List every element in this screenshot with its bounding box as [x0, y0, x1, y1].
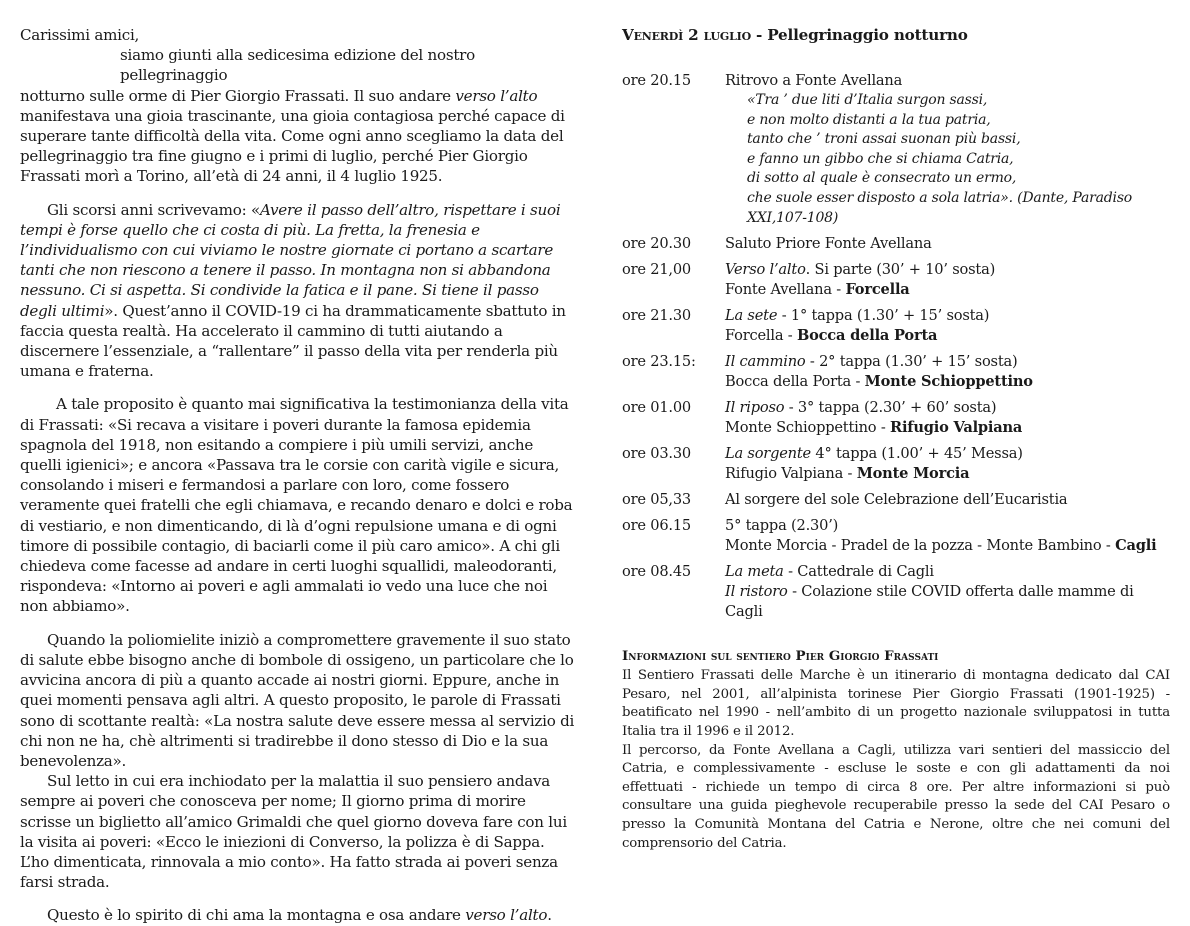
italic-text: La sete [725, 307, 778, 325]
schedule-row [622, 516, 1170, 556]
info-paragraph-1: Il Sentiero Frassati delle Marche è un itinerario di montagna dedicato dal CAI Pesaro, nel 2001, all’alpinista torinese Pier Giorgio Frassati (1901-1925) - beatificato nel 1990 - nell’ambito di un progetto nazionale sviluppatosi in tutta Italia tra il 1996 e il 2012. [622, 668, 1170, 739]
schedule-row [622, 306, 1170, 346]
text-run: Saluto Priore Fonte Avellana [725, 235, 932, 253]
schedule-time: ore 20.30 [622, 235, 692, 253]
text-run: Monte Morcia - Pradel de la pozza - Monte Bambino - [725, 537, 1116, 555]
schedule-time: ore 21.30 [622, 307, 692, 325]
schedule-title [622, 25, 1170, 45]
letter-closing [20, 905, 575, 925]
bold-text: Forcella [845, 281, 910, 299]
quote-line: e non molto distanti a la tua patria, [747, 111, 991, 128]
schedule-time: ore 23.15: [622, 353, 696, 371]
schedule-row [622, 490, 1170, 510]
text-run: . [547, 906, 552, 925]
schedule-description [725, 562, 1170, 622]
schedule-line [725, 352, 1170, 372]
text-run: Questo è lo spirito di chi ama la montagna e osa andare [47, 906, 466, 925]
schedule-description [725, 306, 1170, 346]
schedule-time: ore 01.00 [622, 399, 692, 417]
program-column [622, 25, 1170, 853]
text-run: Quando la poliomielite iniziò a compromettere gravemente il suo stato di salute ebbe bisogno anche di bombole di ossigeno, un particolare che lo avvicina ancora di più a quanto accade ai nostri giorni. Eppure, anche in quei momenti pensava agli altri. A questo proposito, le parole di Frassati sono di scottante realtà: «La nostra salute deve essere messa al servizio di chi non ne ha, chè altrimenti si tradirebbe il dono stesso di Dio e la sua benevolenza». [20, 630, 575, 770]
bold-text: Bocca della Porta [796, 327, 938, 345]
schedule-route [725, 464, 1170, 484]
text-run: - 2° tappa (1.30’ + 15’ sosta) [805, 353, 1018, 371]
schedule-description [725, 71, 1170, 228]
schedule-line [725, 398, 1170, 418]
quote-line: che suole esser disposto a sola latria». (Dante, Paradiso XXI,107-108) [747, 189, 1133, 226]
text-run: Al sorgere del sole Celebrazione dell’Eucaristia [725, 491, 1068, 509]
schedule-row [622, 398, 1170, 438]
text-run: - 1° tappa (1.30’ + 15’ sosta) [777, 307, 990, 325]
text-run: notturno sulle orme di Pier Giorgio Frassati. Il suo andare [20, 86, 456, 105]
schedule-line [725, 260, 1170, 280]
text-run: Fonte Avellana - [725, 281, 846, 299]
italic-text: La meta [725, 563, 784, 581]
schedule-route [725, 372, 1170, 392]
text-run: 5° tappa (2.30’) [725, 517, 839, 535]
schedule-route [725, 582, 1170, 622]
schedule-line [725, 562, 1170, 582]
letter-paragraph-1 [20, 86, 575, 187]
schedule-route [725, 326, 1170, 346]
info-title: Informazioni sul sentiero Pier Giorgio Frassati [622, 648, 939, 665]
letter-paragraph-4 [20, 630, 575, 771]
schedule-time: ore 05,33 [622, 491, 692, 509]
schedule-description [725, 516, 1170, 556]
schedule-route [725, 536, 1170, 556]
quote-line: «Tra ’ due liti d’Italia surgon sassi, [747, 92, 988, 108]
text-run: - Cattedrale di Cagli [783, 563, 934, 581]
info-section [622, 667, 1170, 853]
bold-text: Cagli [1115, 537, 1157, 555]
schedule-row [622, 260, 1170, 300]
italic-text: La sorgente [725, 445, 811, 463]
schedule-time: ore 06.15 [622, 517, 692, 535]
schedule-route [725, 418, 1170, 438]
text-run: . Si parte (30’ + 10’ sosta) [805, 261, 996, 279]
schedule-time: ore 08.45 [622, 563, 692, 581]
schedule-line [725, 516, 1170, 536]
schedule-line [725, 444, 1170, 464]
text-run: Rifugio Valpiana - [725, 465, 857, 483]
dante-quote [725, 91, 1170, 228]
schedule-description [725, 398, 1170, 438]
text-run: Sul letto in cui era inchiodato per la malattia il suo pensiero andava sempre ai poveri che conosceva per nome; Il giorno prima di morire scrisse un biglietto all’amico Grimaldi che quel giorno doveva fare con lui la visita ai poveri: «Ecco le iniezioni di Converso, la polizza è di Sappa. L’ho dimenticata, rinnovala a mio conto». Ha fatto strada ai poveri senza farsi strada. [20, 772, 567, 892]
salutation: Carissimi amici, [20, 26, 140, 44]
schedule-row [622, 444, 1170, 484]
italic-text: Il riposo [725, 399, 785, 417]
italic-text: verso l’alto [455, 86, 538, 105]
text-run: Gli scorsi anni scrivevamo: « [47, 200, 260, 219]
text-run: A tale proposito è quanto mai significativa la testimonianza della vita di Frassati: «Si recava a visitare i poveri durante la famosa epidemia spagnola del 1918, non esitando a compiere i più umili servizi, anche quelli igienici»; e ancora «Passava tra le corsie con carità vigile e sicura, consolando i miseri e fermandosi a parlare con loro, come fossero veramente quei fratelli che egli chiamava, e recando denaro e dolci e roba di vestiario, e non dimenticando, di là d’ogni repulsione umana e di ogni timore di possibile contagio, di baciarli come il più caro amico». A chi gli chiedeva come facesse ad andare in certi luoghi squallidi, maleodoranti, rispondeva: «Intorno ai poveri e agli ammalati io vedo una luce che noi non abbiamo». [20, 395, 573, 616]
italic-text: Il ristoro [725, 583, 788, 601]
text-run: Ritrovo a Fonte Avellana [725, 72, 903, 89]
letter-column [20, 25, 575, 926]
text-run: 4° tappa (1.00’ + 45’ Messa) [810, 445, 1023, 463]
schedule-date: Venerdì 2 luglio [622, 26, 751, 44]
text-run: - 3° tappa (2.30’ + 60’ sosta) [784, 399, 997, 417]
text-run: Bocca della Porta - [725, 373, 865, 391]
schedule-row [622, 234, 1170, 254]
schedule-row [622, 562, 1170, 622]
schedule-event: - Pellegrinaggio notturno [750, 26, 968, 44]
italic-text: Verso l’alto [725, 261, 806, 279]
schedule-description [725, 352, 1170, 392]
schedule-description [725, 260, 1170, 300]
text-run: Forcella - [725, 327, 797, 345]
text-run: ». Quest’anno il COVID-19 ci ha drammaticamente sbattuto in faccia questa realtà. Ha accelerato il cammino di tutti aiutando a discernere l’essenziale, a “rallentare” il passo della vita per renderla più umana e fraterna. [20, 301, 566, 381]
italic-text: Avere il passo dell’altro, rispettare i suoi tempi è forse quello che ci costa di più. La fretta, la frenesia e l’individualismo con cui viviamo le nostre giornate ci portano a scartare tanti che non riescono a tenere il passo. In montagna non si abbandona nessuno. Ci si aspetta. Si condivide la fatica e il pane. Si tiene il passo degli ultimi [20, 200, 561, 320]
letter-paragraph-3 [20, 394, 575, 616]
schedule-route [725, 280, 1170, 300]
schedule-list [622, 71, 1170, 622]
schedule-line [725, 71, 1170, 91]
schedule-row [622, 71, 1170, 228]
italic-text: Il cammino [725, 353, 806, 371]
schedule-row [622, 352, 1170, 392]
bold-text: Rifugio Valpiana [890, 419, 1023, 437]
bold-text: Monte Morcia [856, 465, 970, 483]
bold-text: Monte Schioppettino [864, 373, 1033, 391]
schedule-description [725, 490, 1170, 510]
schedule-line [725, 306, 1170, 326]
schedule-line [725, 490, 1170, 510]
salutation-continued: siamo giunti alla sedicesima edizione del nostro pellegrinaggio [120, 46, 475, 85]
info-paragraph-2: Il percorso, da Fonte Avellana a Cagli, utilizza vari sentieri del massiccio del Catria, e complessivamente - escluse le soste e con gli adattamenti da noi effettuati - richiede un tempo di circa 8 ore. Per altre informazioni si può consultare una guida pieghevole recuperabile presso la sede del CAI Pesaro o presso la Comunità Montana del Catria e Nerone, oltre che nei comuni del comprensorio del Catria. [622, 742, 1170, 851]
schedule-line [725, 234, 1170, 254]
text-run: manifestava una gioia trascinante, una gioia contagiosa perché capace di superare tante difficoltà della vita. Come ogni anno scegliamo la data del pellegrinaggio tra fine giugno e i primi di luglio, perché Pier Giorgio Frassati morì a Torino, all’età di 24 anni, il 4 luglio 1925. [20, 106, 565, 186]
letter-paragraph-2 [20, 200, 575, 382]
schedule-time: ore 21,00 [622, 261, 692, 279]
text-run: Monte Schioppettino - [725, 419, 891, 437]
quote-line: e fanno un gibbo che si chiama Catria, [747, 150, 1014, 167]
italic-text: verso l’alto [465, 906, 548, 925]
schedule-description [725, 444, 1170, 484]
text-run: - Colazione stile COVID offerta dalle mamme di Cagli [725, 583, 1134, 621]
schedule-time: ore 20.15 [622, 72, 692, 89]
schedule-description [725, 234, 1170, 254]
letter-paragraph-5 [20, 771, 575, 892]
quote-line: di sotto al quale è consecrato un ermo, [747, 170, 1017, 187]
schedule-time: ore 03.30 [622, 445, 692, 463]
quote-line: tanto che ’ troni assai suonan più bassi, [747, 131, 1021, 148]
